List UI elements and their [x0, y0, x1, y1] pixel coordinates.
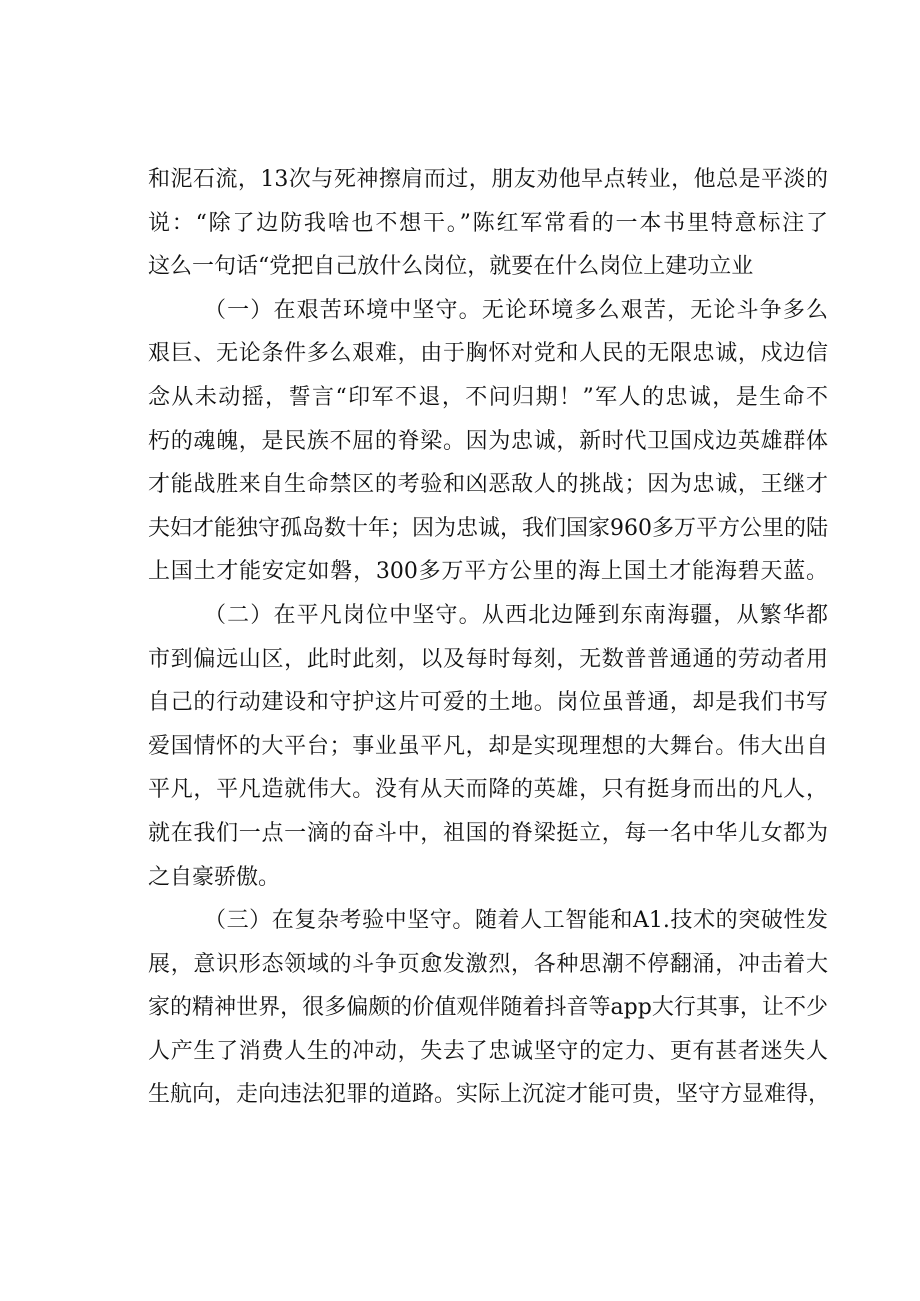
text-line: 平凡，平凡造就伟大。没有从天而降的英雄，只有挺身而出的凡人， [148, 777, 828, 803]
text-line: 这么一句话“党把自己放什么岗位，就要在什么岗位上建功立业 [148, 254, 754, 280]
document-body [148, 158, 831, 1117]
text-line: （三）在复杂考验中坚守。随着人工智能和A1.技术的突破性发 [204, 908, 828, 934]
text-line: 艰巨、无论条件多么艰难，由于胸怀对党和人民的无限忠诚，戍边信 [148, 341, 828, 367]
paragraph-ordinary-post [148, 594, 828, 899]
text-line: （二）在平凡岗位中坚守。从西北边陲到东南海疆，从繁华都 [204, 602, 828, 628]
text-line: 爱国情怀的大平台；事业虽平凡，却是实现理想的大舞台。伟大出自 [148, 733, 828, 759]
text-line: 朽的魂魄，是民族不屈的脊梁。因为忠诚，新时代卫国戍边英雄群体 [148, 428, 828, 454]
text-line: 生航向，走向违法犯罪的道路。实际上沉淀才能可贵，坚守方显难得， [148, 1082, 831, 1108]
text-line: 上国土才能安定如磐，300多万平方公里的海上国土才能海碧天蓝。 [148, 559, 828, 585]
text-line: 说：“除了边防我啥也不想干。”陈红军常看的一本书里特意标注了 [148, 210, 828, 236]
text-line: 之自豪骄傲。 [148, 864, 281, 890]
paragraph-complex-test [148, 899, 831, 1117]
text-line: 才能战胜来自生命禁区的考验和凶恶敌人的挑战；因为忠诚，王继才 [148, 472, 828, 498]
text-line: 家的精神世界，很多偏颇的价值观伴随着抖音等app大行其事，让不少 [148, 995, 828, 1021]
text-line: 人产生了消费人生的冲动，失去了忠诚坚守的定力、更有甚者迷失人 [148, 1038, 828, 1064]
text-line: 夫妇才能独守孤岛数十年；因为忠诚，我们国家960多万平方公里的陆 [148, 515, 828, 541]
text-line: 展，意识形态领域的斗争页愈发激烈，各种思潮不停翻涌，冲击着大 [148, 951, 828, 977]
paragraph-continuation [148, 158, 828, 289]
text-line: （一）在艰苦环境中坚守。无论环境多么艰苦，无论斗争多么 [204, 297, 828, 323]
text-line: 就在我们一点一滴的奋斗中，祖国的脊梁挺立，每一名中华儿女都为 [148, 820, 828, 846]
text-line: 念从未动摇，誓言“印军不退，不问归期！”军人的忠诚，是生命不 [148, 384, 828, 410]
text-line: 市到偏远山区，此时此刻，以及每时每刻，无数普普通通的劳动者用 [148, 646, 828, 672]
paragraph-hardship [148, 289, 828, 594]
text-line: 自己的行动建设和守护这片可爱的土地。岗位虽普通，却是我们书写 [148, 690, 828, 716]
text-line: 和泥石流，13次与死神擦肩而过，朋友劝他早点转业，他总是平淡的 [148, 167, 828, 192]
